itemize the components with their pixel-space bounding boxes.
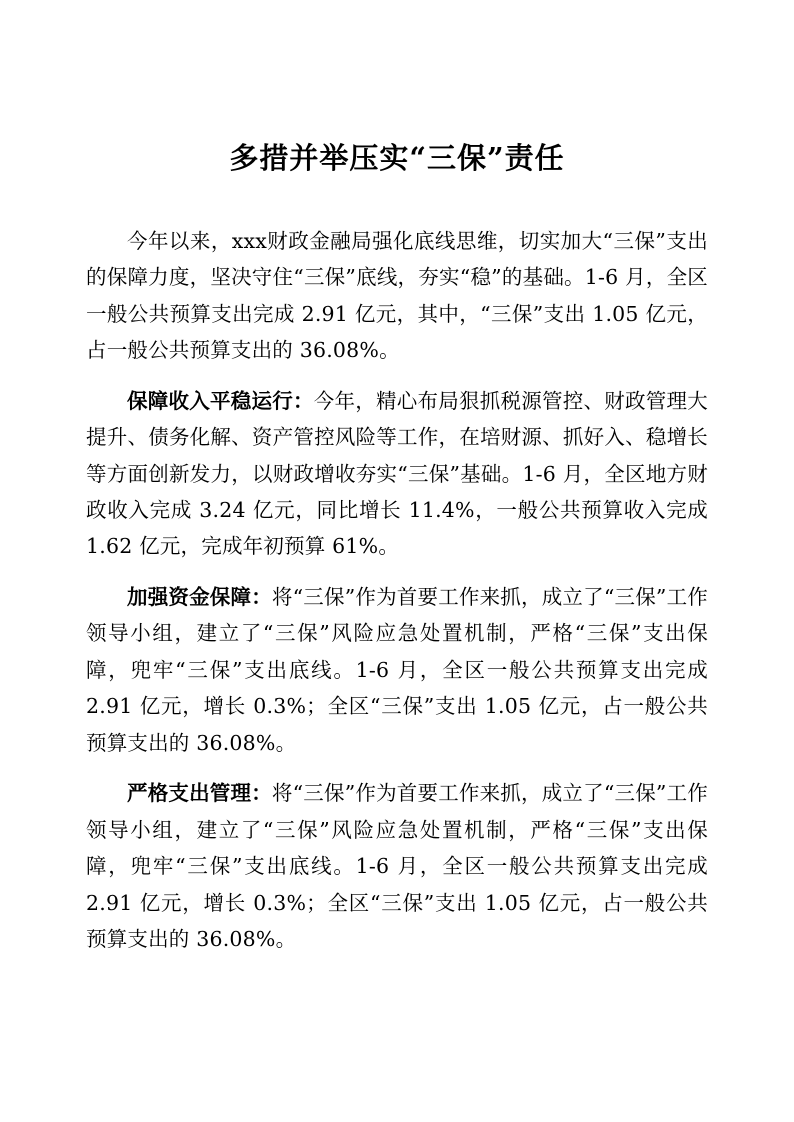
paragraph-lead: 加强资金保障：: [127, 584, 272, 609]
paragraph-text: 将“三保”作为首要工作来抓，成立了“三保”工作领导小组，建立了“三保”风险应急处置机制，严格“三保”支出保障，兜牢“三保”支出底线。1-6 月，全区一般公共预算支出完成 2.91 亿元，增长 0.3%；全区“三保”支出 1.05 亿元，占一般公共预算支出的 36.08%。: [86, 584, 708, 755]
page-title: 多措并举压实“三保”责任: [229, 141, 565, 175]
paragraph-lead: 严格支出管理：: [127, 781, 272, 806]
paragraph-text: 今年，精心布局狠抓税源管控、财政管理大提升、债务化解、资产管控风险等工作，在培财源、抓好入、稳增长等方面创新发力，以财政增收夯实“三保”基础。1-6 月，全区地方财政收入完成 3.24 亿元，同比增长 11.4%，一般公共预算收入完成 1.62 亿元，完成年初预算 61%。: [86, 388, 708, 559]
paragraph-intro: [86, 223, 708, 369]
paragraph-expenditure-management: [86, 775, 708, 957]
paragraph-text: 今年以来，xxx财政金融局强化底线思维，切实加大“三保”支出的保障力度，坚决守住“三保”底线，夯实“稳”的基础。1-6 月，全区一般公共预算支出完成 2.91 亿元，其中，“三保”支出 1.05 亿元，占一般公共预算支出的 36.08%。: [86, 228, 708, 363]
paragraph-income-stability: [86, 383, 708, 565]
paragraph-lead: 保障收入平稳运行：: [127, 388, 314, 413]
paragraph-funding-guarantee: [86, 579, 708, 761]
paragraph-text: 将“三保”作为首要工作来抓，成立了“三保”工作领导小组，建立了“三保”风险应急处置机制，严格“三保”支出保障，兜牢“三保”支出底线。1-6 月，全区一般公共预算支出完成 2.91 亿元，增长 0.3%；全区“三保”支出 1.05 亿元，占一般公共预算支出的 36.08%。: [86, 781, 708, 952]
